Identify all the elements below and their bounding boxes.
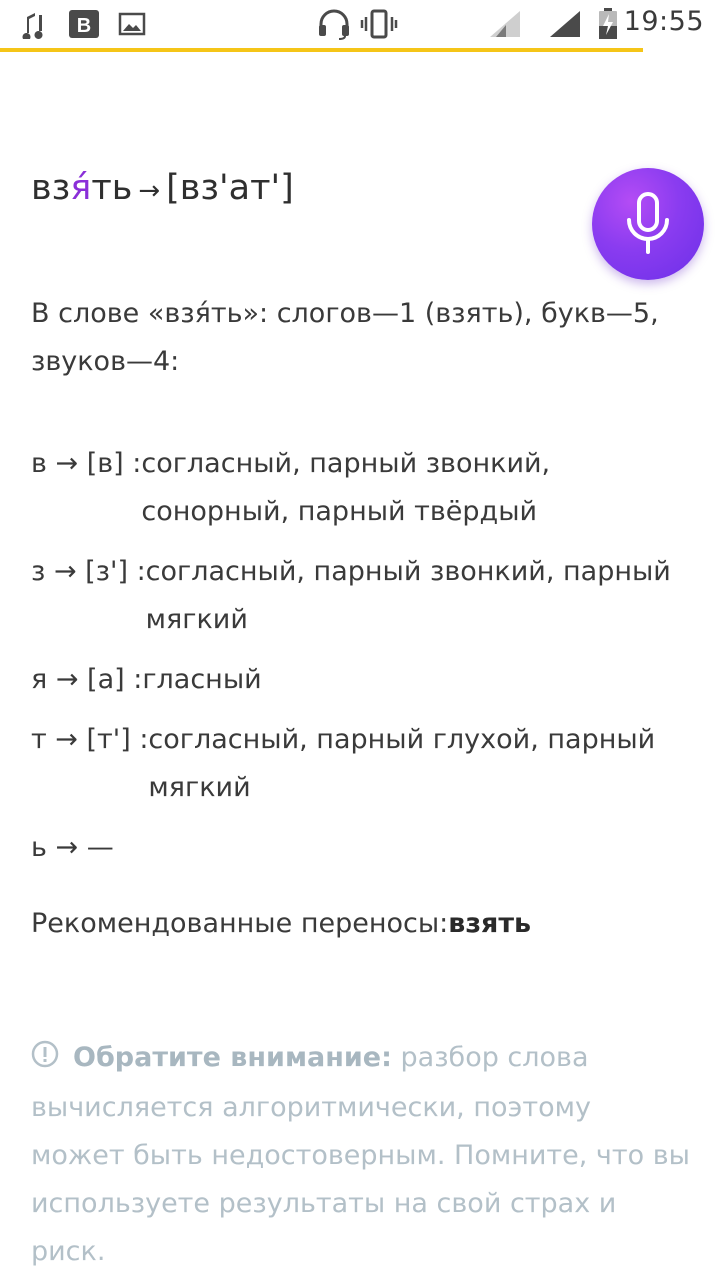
microphone-icon	[622, 192, 674, 256]
hyphenation-value: взять	[448, 908, 532, 939]
letter-mapping: в → [в] :	[31, 448, 142, 479]
page-load-progress-bar	[0, 48, 643, 52]
info-icon	[31, 1036, 59, 1084]
signal-1-icon	[488, 8, 522, 40]
letter-mapping: з → [з'] :	[31, 556, 146, 587]
signal-2-icon	[548, 8, 582, 40]
letter-description: гласный	[142, 664, 262, 695]
letter-mapping: ь → —	[31, 832, 114, 863]
hyphenation-label: Рекомендованные переносы:	[31, 908, 449, 939]
letter-row-t	[31, 716, 691, 812]
letter-row-ya	[31, 656, 691, 704]
notice-text: разбор слова вычисляется алгоритмически, поэтому может быть недостоверным. Помните, что вы используете результаты на свой страх и риск.	[31, 1042, 690, 1267]
vibrate-icon	[360, 8, 398, 40]
letter-row-v	[31, 440, 591, 536]
transcription: [вз'ат']	[166, 168, 294, 208]
headset-icon	[316, 8, 352, 40]
arrow: →	[138, 176, 161, 206]
music-note-icon	[20, 8, 50, 40]
letter-row-soft-sign	[31, 824, 691, 872]
word-start: вз	[31, 168, 71, 208]
status-bar	[0, 0, 720, 48]
letter-mapping: я → [а] :	[31, 664, 143, 695]
letter-description: согласный, парный звонкий, парный мягкий	[145, 556, 671, 635]
voice-search-button[interactable]	[592, 168, 704, 280]
disclaimer-notice	[31, 1034, 691, 1276]
letter-description: согласный, парный глухой, парный мягкий	[148, 724, 656, 803]
letter-description: согласный, парный звонкий, сонорный, парный твёрдый	[141, 448, 551, 527]
battery-charging-icon	[598, 8, 618, 40]
letter-row-z	[31, 548, 691, 644]
clock: 19:55	[623, 6, 704, 37]
letter-mapping: т → [т'] :	[31, 724, 149, 755]
notice-title: Обратите внимание:	[73, 1042, 392, 1073]
svg-text:B: B	[76, 15, 92, 37]
word-end: ть	[91, 168, 133, 208]
word-summary: В слове «взя́ть»: слогов—1 (взять), букв—5, звуков—4:	[31, 298, 659, 377]
word-stressed-letter: я́	[70, 168, 92, 208]
hyphenation	[31, 908, 531, 939]
vk-icon	[68, 8, 100, 40]
image-icon	[118, 8, 146, 40]
word-transcription	[31, 168, 294, 208]
